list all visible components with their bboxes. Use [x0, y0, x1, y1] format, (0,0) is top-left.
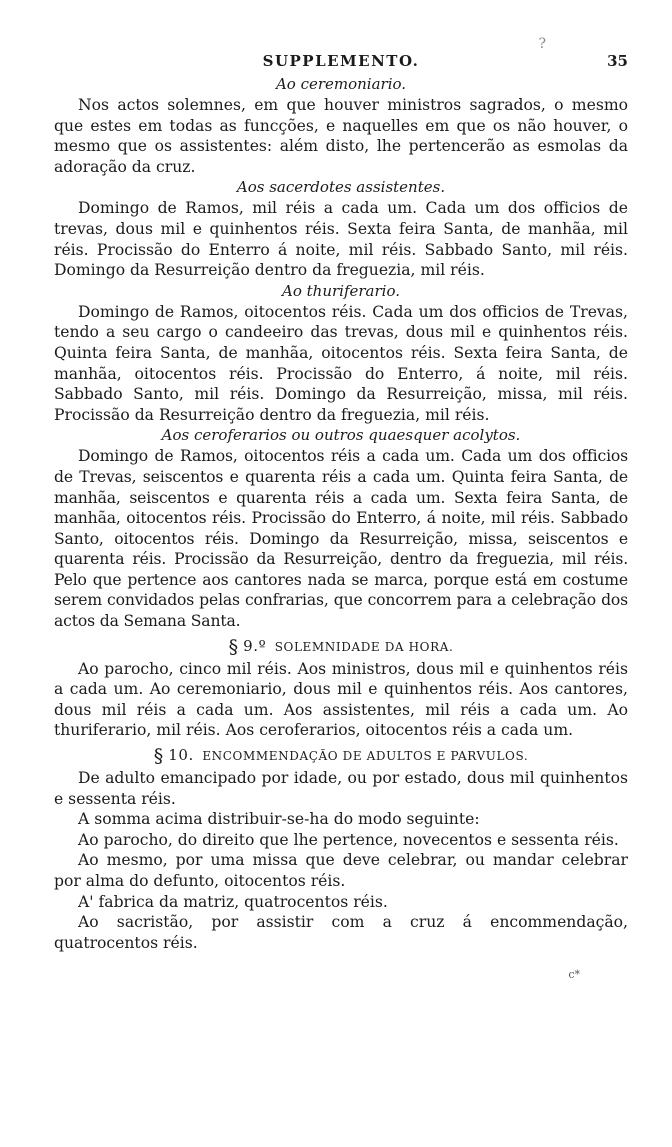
running-title: SUPPLEMENTO. — [262, 52, 420, 70]
section-title: ENCOMMENDAÇÃO DE ADULTOS E PARVULOS. — [202, 749, 529, 764]
section-symbol: § — [228, 635, 239, 658]
subheading-thuriferario: Ao thuriferario. — [282, 281, 400, 300]
paragraph-thuriferario: Domingo de Ramos, oitocentos réis. Cada um dos officios de Trevas, tendo a seu cargo o candeeiro das trevas, dous mil e quinhentos réis. Quinta feira Santa, de manhãa, oitocentos réis. Sexta feira Santa, de manhãa, oitocentos réis. Procissão do Enterro, á noite, mil réis. Sabbado Santo, mil réis. Domingo da Resurreição, missa, mil réis. Procissão da Resurreição dentro da freguezia, mil réis. — [54, 302, 628, 424]
section-heading-10 — [54, 743, 628, 768]
section-title: SOLEMNIDADE DA HORA. — [274, 639, 454, 654]
paragraph-section-10-6: Ao sacristão, por assistir com a cruz á encommendação, quatrocentos réis. — [54, 913, 628, 952]
paragraph-ceroferarios: Domingo de Ramos, oitocentos réis a cada um. Cada um dos officios de Trevas, seiscentos e quarenta réis a cada um. Quinta feira Santa, de manhãa, seiscentos e quarenta réis a cada um. Sexta feira Santa, de manhãa, oitocentos réis. Procissão do Enterro, á noite, mil réis. Sabbado Santo, oitocentos réis. Domingo da Resurreição, missa, seiscentos e quarenta réis. Procissão da Resurreição, dentro da freguezia, mil réis. Pelo que pertence aos cantores nada se marca, porque está em costume serem convidados pelas confrarias, que concorrem para a celebração dos actos da Semana Santa. — [54, 447, 628, 631]
section-number: 10. — [168, 746, 194, 765]
paragraph-section-10-1: De adulto emancipado por idade, ou por estado, dous mil quinhentos e sessenta réis. — [54, 769, 628, 808]
section-heading-9 — [54, 634, 628, 659]
paragraph-section-10-5: A' fabrica da matriz, quatrocentos réis. — [78, 892, 388, 911]
paragraph-section-9: Ao parocho, cinco mil réis. Aos ministros, dous mil e quinhentos réis a cada um. Ao ceremoniario, dous mil e quinhentos réis. Aos cantores, dous mil réis a cada um. Aos assistentes, mil réis a cada um. Ao thuriferario, mil réis. Aos ceroferarios, oitocentos réis a cada um. — [54, 659, 628, 740]
subheading-sacerdotes: Aos sacerdotes assistentes. — [236, 178, 446, 197]
catchword: c* — [568, 968, 580, 982]
section-symbol: § — [153, 745, 164, 768]
page-number: 35 — [607, 52, 628, 70]
stray-mark: ? — [538, 36, 546, 52]
paragraph-ceremoniario: Nos actos solemnes, em que houver ministros sagrados, o mesmo que estes em todas as funcções, e naquelles em que os não houver, o mesmo que os assistentes: além disto, lhe pertencerão as esmolas da adoração da cruz. — [54, 96, 628, 176]
subheading-ceroferarios: Aos ceroferarios ou outros quaesquer acolytos. — [161, 426, 521, 445]
subheading-ceremoniario: Ao ceremoniario. — [275, 75, 407, 93]
document-page — [54, 36, 628, 982]
section-number: 9.º — [243, 636, 267, 655]
paragraph-section-10-2: A somma acima distribuir-se-ha do modo seguinte: — [78, 810, 480, 829]
paragraph-section-10-3: Ao parocho, do direito que lhe pertence, novecentos e sessenta réis. — [78, 830, 619, 849]
page-header — [54, 36, 628, 74]
paragraph-section-10-4: Ao mesmo, por uma missa que deve celebrar, ou mandar celebrar por alma do defunto, oitocentos réis. — [54, 851, 628, 890]
paragraph-sacerdotes: Domingo de Ramos, mil réis a cada um. Cada um dos officios de trevas, dous mil e quinhentos réis. Sexta feira Santa, de manhãa, mil réis. Procissão do Enterro á noite, mil réis. Sabbado Santo, mil réis. Domingo da Resurreição dentro da freguezia, mil réis. — [54, 199, 628, 280]
